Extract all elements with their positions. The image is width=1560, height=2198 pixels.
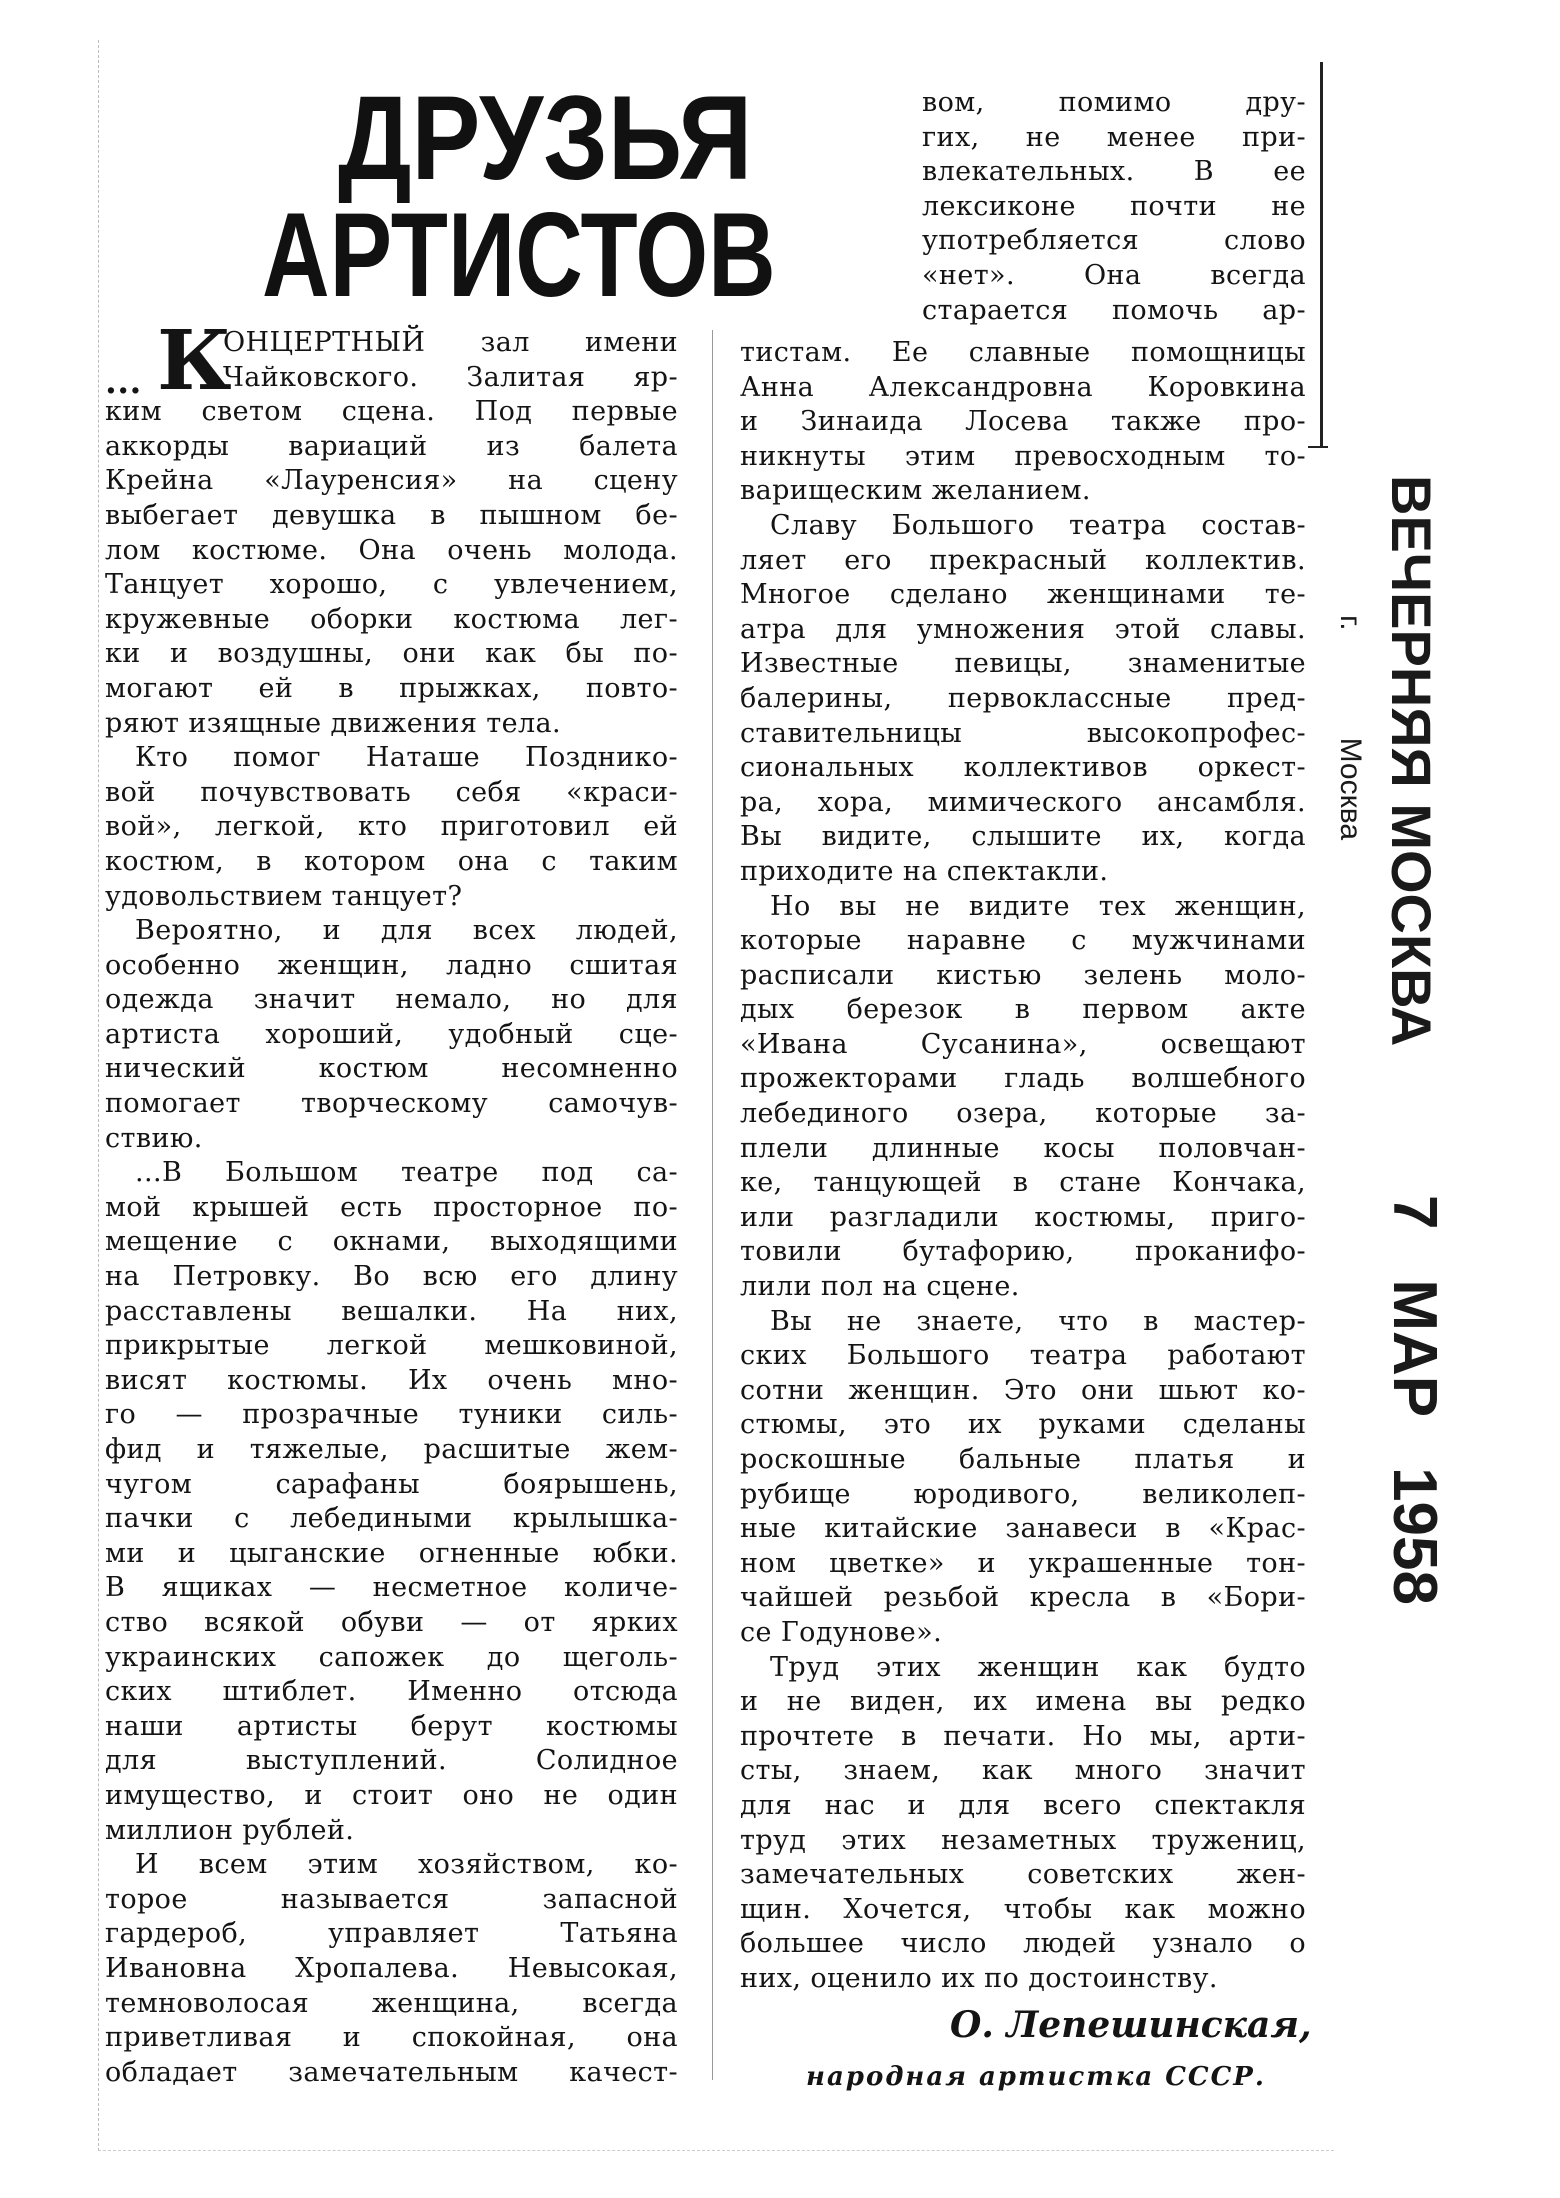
text-line: артиста хороший, удобный сце- <box>105 1018 678 1050</box>
text-line: балерины, первоклассные пред- <box>740 682 1306 714</box>
text-line: плели длинные косы половчан- <box>740 1132 1306 1164</box>
article-right-column <box>740 336 1306 1997</box>
text-line: большее число людей узнало о <box>740 1928 1306 1960</box>
text-line: употребляется слово <box>922 225 1306 257</box>
text-line: се Годунове». <box>740 1616 943 1648</box>
text-line: торое называется запасной <box>105 1883 678 1915</box>
text-line: нический костюм несомненно <box>105 1053 678 1085</box>
text-line: И всем этим хозяйством, ко- <box>135 1849 678 1881</box>
text-line: Чайковского. Залитая яр- <box>223 361 678 393</box>
column-rule <box>1320 62 1323 448</box>
text-line: прожекторами гладь волшебного <box>740 1063 1306 1095</box>
text-line: влекательных. В ее <box>922 156 1306 188</box>
text-line: на Петровку. Во всю его длину <box>105 1261 678 1293</box>
author-name: О. Лепешинская, <box>950 2004 1312 2046</box>
text-line: темноволосая женщина, всегда <box>105 1987 678 2019</box>
text-line: гардероб, управляет Татьяна <box>105 1918 678 1950</box>
text-line: ствию. <box>105 1122 203 1154</box>
text-line: тистам. Ее славные помощницы <box>740 337 1306 368</box>
text-line: Ивановна Хропалева. Невысокая, <box>105 1952 678 1984</box>
text-line: особенно женщин, ладно сшитая <box>105 949 678 981</box>
text-line: никнуты этим превосходным то- <box>740 440 1306 472</box>
stamp-city: г. Москва <box>1334 615 1367 840</box>
text-line: Вы видите, слышите их, когда <box>740 821 1306 853</box>
text-line: ...В Большом театре под са- <box>135 1157 678 1189</box>
text-line: прикрытые легкой мешковиной, <box>105 1330 678 1362</box>
text-line: лили пол на сцене. <box>740 1271 1020 1303</box>
stamp-date: 7 МАР 1958 <box>1380 1195 1449 1605</box>
text-line: рубище юродивого, великолеп- <box>740 1478 1306 1510</box>
text-line: старается помочь ар- <box>922 294 1306 326</box>
column-divider <box>712 330 713 2080</box>
text-line: ляет его прекрасный коллектив. <box>740 544 1306 576</box>
text-line: одежда значит немало, но для <box>105 984 678 1016</box>
text-line: В ящиках — несметное количе- <box>105 1572 678 1604</box>
text-line: чайшей резьбой кресла в «Бори- <box>740 1582 1306 1614</box>
text-line: роскошные бальные платья и <box>740 1444 1306 1475</box>
text-line: Труд этих женщин как будто <box>770 1651 1306 1683</box>
text-line: которые наравне с мужчинами <box>740 925 1306 957</box>
text-line: Вероятно, и для всех людей, <box>135 915 678 947</box>
text-line: ставительницы высокопрофес- <box>740 717 1306 749</box>
text-line: пачки с лебедиными крылышка- <box>105 1503 678 1535</box>
text-line: помогает творческому самочув- <box>105 1088 678 1120</box>
text-line: ки и воздушны, они как бы по- <box>105 638 678 670</box>
headline-line-1: ДРУЗЬЯ <box>338 71 753 205</box>
text-line: для выступлений. Солидное <box>105 1745 678 1777</box>
text-line: товили бутафорию, проканифо- <box>740 1236 1306 1268</box>
text-line: варищеским желанием. <box>740 475 1091 507</box>
text-line: Известные певицы, знаменитые <box>740 648 1306 680</box>
article-right-top-column <box>922 86 1306 328</box>
text-line: могают ей в прыжках, повто- <box>105 672 678 704</box>
text-line: лебединого озера, которые за- <box>740 1098 1306 1130</box>
text-line: имущество, и стоит оно не один <box>105 1779 678 1811</box>
text-line: мещение с окнами, выходящими <box>105 1226 678 1258</box>
text-line: выбегает девушка в пышном бе- <box>105 499 678 531</box>
text-line: обладает замечательным качест- <box>105 2056 678 2088</box>
text-line: них, оценило их по достоинству. <box>740 1962 1218 1994</box>
text-line: «Ивана Сусанина», освещают <box>740 1028 1306 1060</box>
text-line: Кто помог Наташе Позднико- <box>135 742 678 774</box>
text-line: гих, не менее при- <box>922 121 1306 153</box>
text-line: Анна Александровна Коровкина <box>740 371 1306 403</box>
dropcap-ellipsis: ... <box>105 362 142 402</box>
author-title: народная артистка СССР. <box>806 2062 1266 2092</box>
text-line: и не виден, их имена вы редко <box>740 1686 1306 1718</box>
text-line: сиональных коллективов оркест- <box>740 752 1306 784</box>
text-line: го — прозрачные туники силь- <box>105 1399 678 1431</box>
text-line: ке, танцующей в стане Кончака, <box>740 1167 1306 1199</box>
text-line: лом костюме. Она очень молода. <box>105 534 678 566</box>
text-line: костюм, в котором она с таким <box>105 845 678 877</box>
dropcap-letter: К <box>157 313 232 409</box>
text-line: дых березок в первом акте <box>740 994 1306 1026</box>
text-line: Но вы не видите тех женщин, <box>770 890 1306 922</box>
text-line: ные китайские занавеси в «Крас- <box>740 1513 1306 1545</box>
text-line: кружевные оборки костюма лег- <box>105 603 678 635</box>
text-line: вой почувствовать себя «краси- <box>105 776 678 808</box>
article-left-column <box>105 313 678 2090</box>
text-line: фид и тяжелые, расшитые жем- <box>105 1434 678 1465</box>
text-line: украинских сапожек до щеголь- <box>105 1641 678 1673</box>
text-line: ким светом сцена. Под первые <box>105 396 678 428</box>
text-line: мой крышей есть просторное по- <box>105 1191 678 1223</box>
text-line: ОНЦЕРТНЫЙ зал имени <box>223 327 678 358</box>
text-line: замечательных советских жен- <box>740 1859 1306 1891</box>
text-line: и Зинаида Лосева также про- <box>740 406 1306 438</box>
text-line: Вы не знаете, что в мастер- <box>770 1305 1306 1337</box>
text-line: ном цветке» и украшенные тон- <box>740 1547 1306 1579</box>
text-line: висят костюмы. Их очень мно- <box>105 1364 678 1396</box>
text-line: Славу Большого театра состав- <box>770 509 1306 541</box>
headline-line-2: АРТИСТОВ <box>262 188 776 322</box>
text-line: вом, помимо дру- <box>922 87 1306 118</box>
text-line: аккорды вариаций из балета <box>105 430 678 462</box>
text-line: сотни женщин. Это они шьют ко- <box>740 1374 1306 1406</box>
text-line: ра, хора, мимического ансамбля. <box>740 786 1306 818</box>
text-line: щин. Хочется, чтобы как можно <box>740 1893 1306 1925</box>
text-line: миллион рублей. <box>105 1814 355 1846</box>
text-line: ми и цыганские огненные юбки. <box>105 1537 678 1569</box>
text-line: Танцует хорошо, с увлечением, <box>105 569 678 601</box>
text-line: ряют изящные движения тела. <box>105 707 562 739</box>
text-line: Крейна «Лауренсия» на сцену <box>105 465 678 497</box>
text-line: ских штиблет. Именно отсюда <box>105 1676 678 1708</box>
text-line: сты, знаем, как много значит <box>740 1755 1306 1787</box>
text-line: приветливая и спокойная, она <box>105 2022 678 2054</box>
text-line: атра для умножения этой славы. <box>740 613 1306 645</box>
text-line: стюмы, это их руками сделаны <box>740 1409 1306 1441</box>
text-line: «нет». Она всегда <box>922 259 1306 291</box>
text-line: труд этих незаметных тружениц, <box>740 1824 1306 1856</box>
text-line: для нас и для всего спектакля <box>740 1789 1306 1821</box>
text-line: ство всякой обуви — от ярких <box>105 1606 678 1638</box>
text-line: наши артисты берут костюмы <box>105 1710 678 1742</box>
text-line: приходите на спектакли. <box>740 855 1109 887</box>
stamp-newspaper-name: ВЕЧЕРНЯЯ МОСКВА <box>1380 475 1443 1047</box>
text-line: расписали кистью зелень моло- <box>740 959 1306 991</box>
text-line: лексиконе почти не <box>922 190 1306 222</box>
column-rule-tick <box>1308 446 1328 448</box>
text-line: или разгладили костюмы, приго- <box>740 1201 1306 1233</box>
text-line: расставлены вешалки. На них, <box>105 1295 678 1327</box>
text-line: прочтете в печати. Но мы, арти- <box>740 1720 1306 1752</box>
text-line: чугом сарафаны боярышень, <box>105 1468 678 1500</box>
text-line: удовольствием танцует? <box>105 880 463 912</box>
text-line: ских Большого театра работают <box>740 1340 1306 1372</box>
text-line: вой», легкой, кто приготовил ей <box>105 811 678 843</box>
text-line: Многое сделано женщинами те- <box>740 579 1306 611</box>
